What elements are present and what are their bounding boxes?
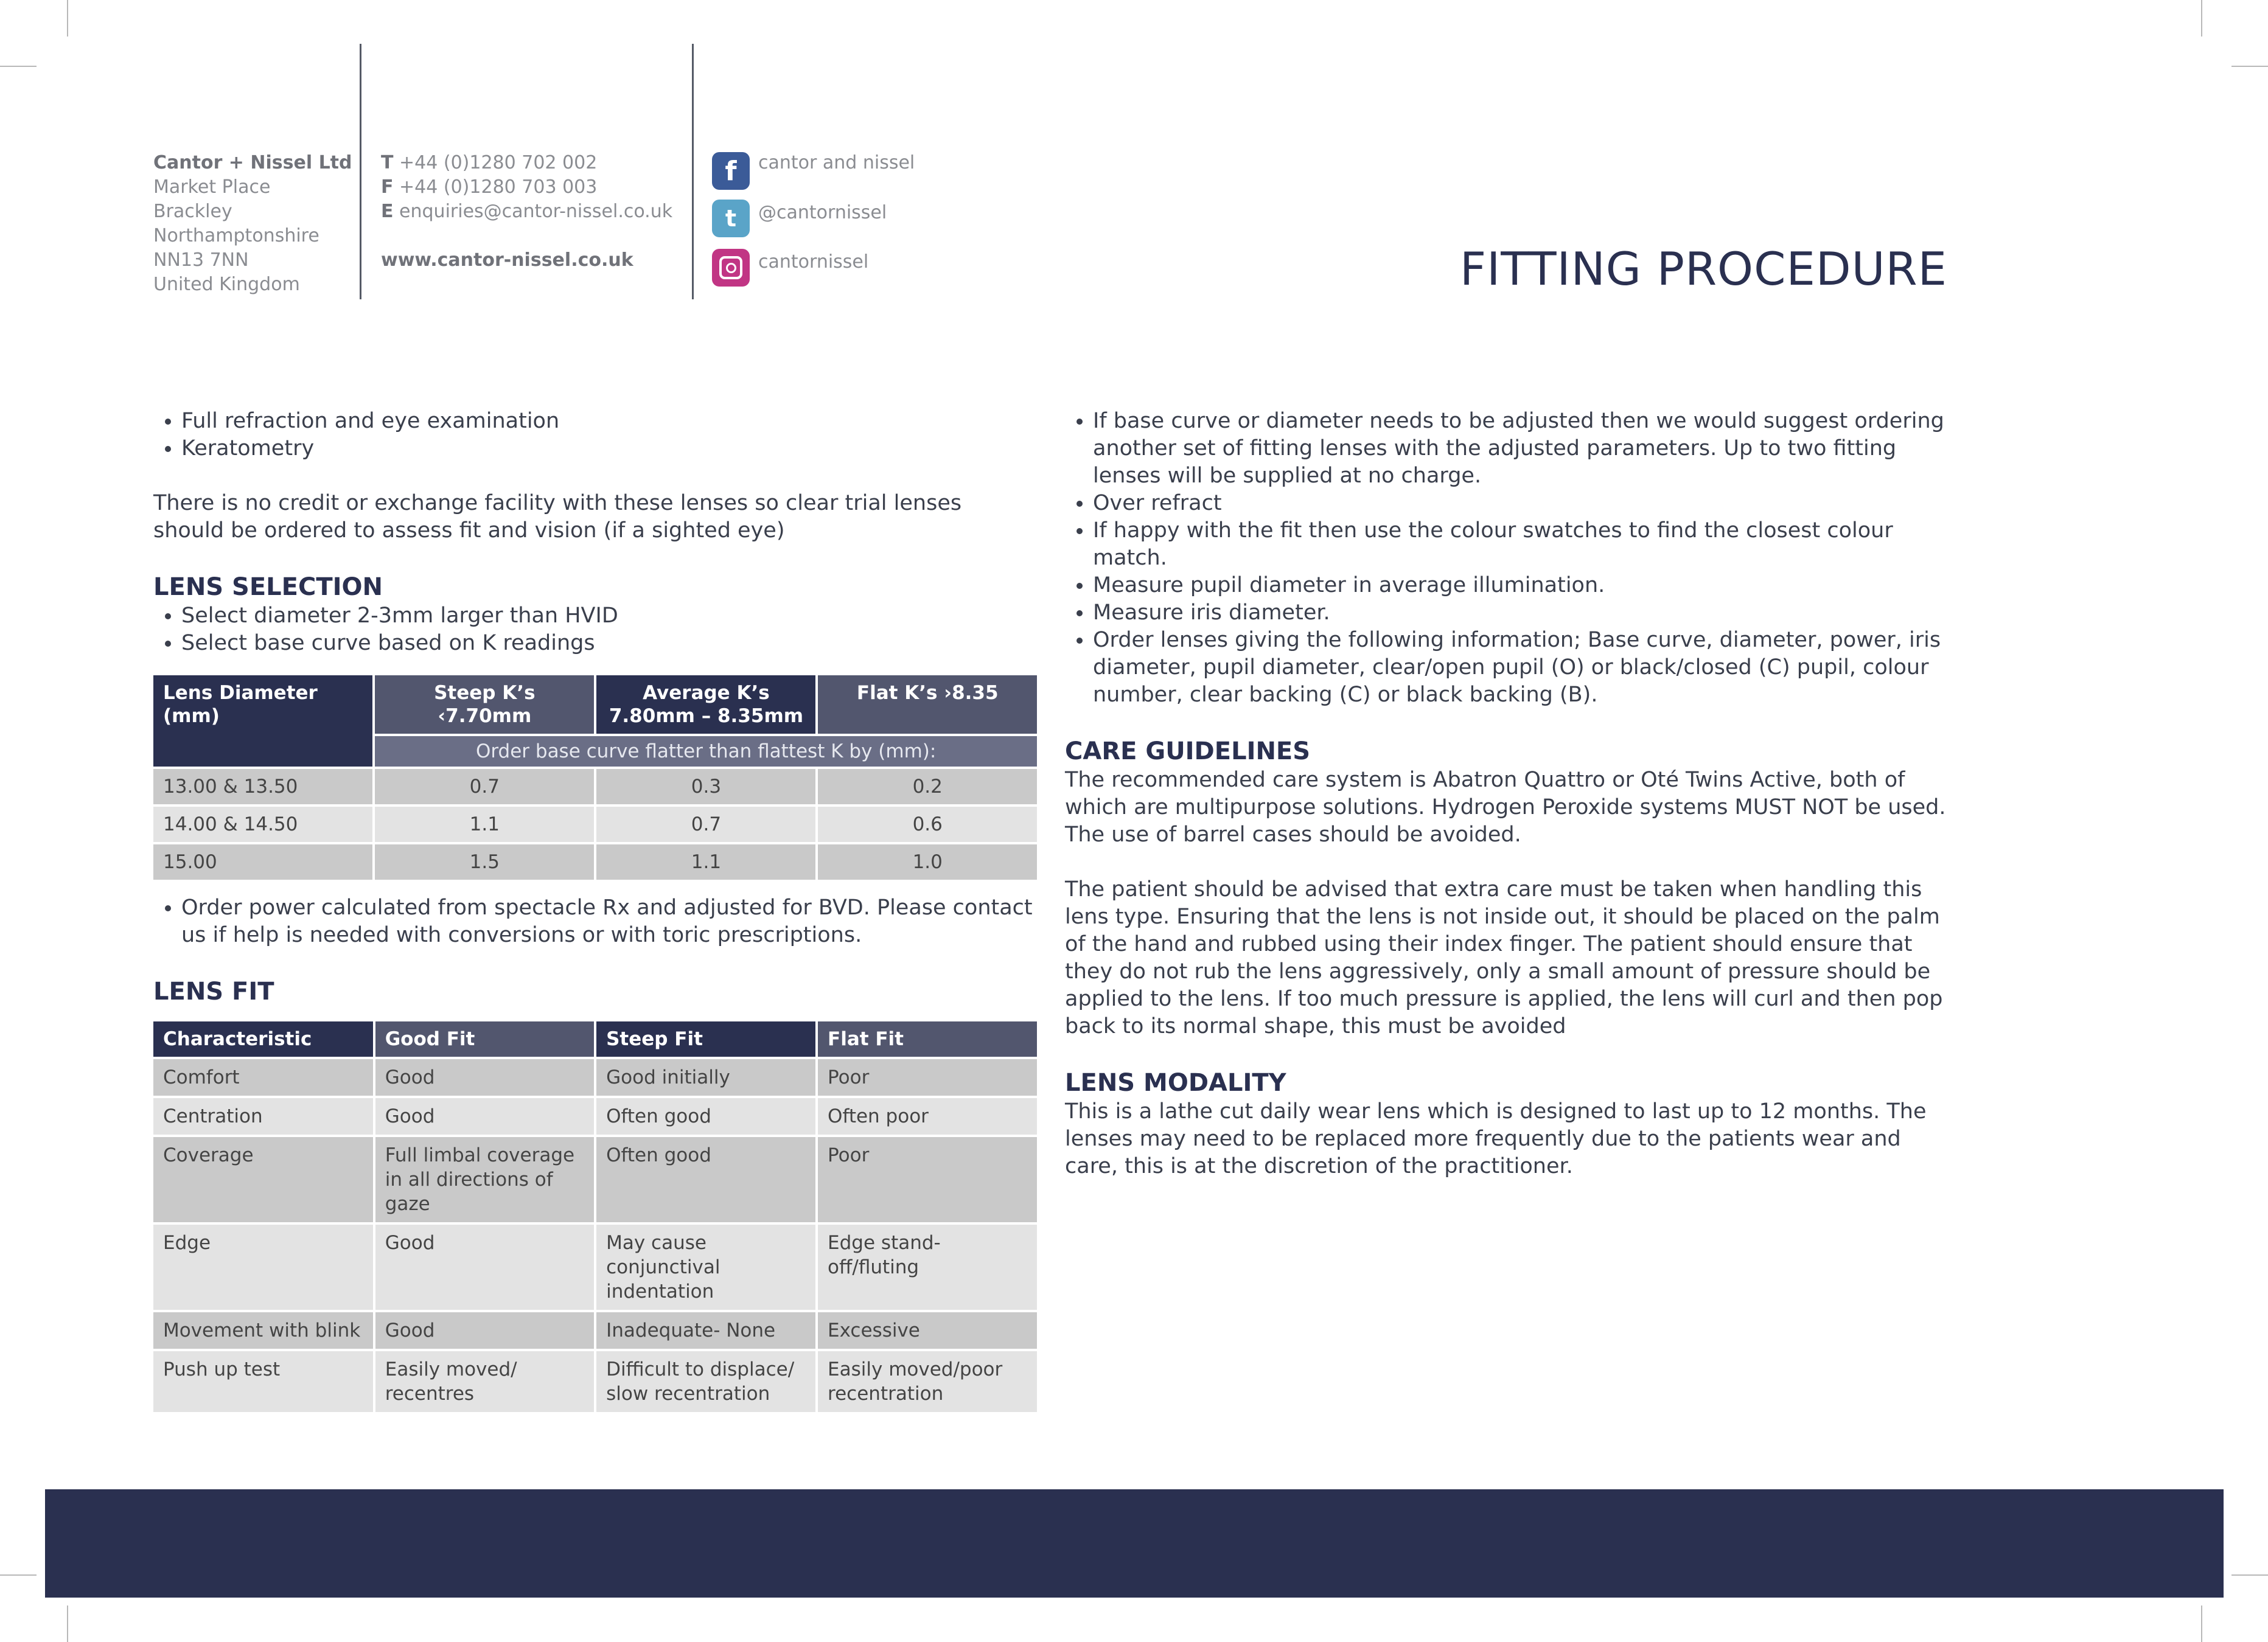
table-row: Push up test Easily moved/ recentres Difficult to displace/ slow recentration Easily moved/poor recentration [153, 1351, 1037, 1412]
company-name: Cantor + Nissel Ltd [153, 152, 352, 173]
social-twitter[interactable]: t @cantornissel [712, 200, 887, 237]
table-row: Centration Good Often good Often poor [153, 1098, 1037, 1135]
crop-mark [2231, 66, 2268, 67]
list-item: • Keratometry [181, 435, 1036, 462]
crop-mark [67, 0, 68, 37]
header-divider [360, 44, 361, 299]
crop-mark [0, 1574, 37, 1576]
footer-band [45, 1489, 2224, 1598]
power-list [153, 894, 1036, 949]
company-contact: T +44 (0)1280 702 002 F +44 (0)1280 703 003 E enquiries@cantor-nissel.co.uk www.cantor-nissel.co.uk [381, 152, 673, 271]
list-item: • Order power calculated from spectacle Rx and adjusted for BVD. Please contact us if help is needed with conversions or with toric prescriptions. [181, 894, 1036, 949]
instagram-icon [712, 249, 750, 287]
crop-mark [2201, 0, 2202, 37]
table-header: Steep Fit [596, 1021, 815, 1057]
facebook-icon: f [712, 152, 750, 190]
table-header: Steep K’s ‹7.70mm [375, 675, 594, 734]
left-column [153, 408, 1036, 1414]
table-header: Flat Fit [818, 1021, 1037, 1057]
table-header: Lens Diameter (mm) [153, 675, 372, 767]
list-item: • If happy with the fit then use the colour swatches to find the closest colour match. [1093, 517, 1953, 572]
table-header: Flat K’s ›8.35 [818, 675, 1037, 734]
list-item: • Measure pupil diameter in average illumination. [1093, 572, 1953, 599]
address-line: NN13 7NN [153, 249, 249, 271]
list-item: • Select base curve based on K readings [181, 630, 1036, 657]
table-header: Good Fit [375, 1021, 594, 1057]
list-item: • Select diameter 2-3mm larger than HVID [181, 602, 1036, 630]
address-line: United Kingdom [153, 274, 300, 295]
lens-modality-heading: LENS MODALITY [1065, 1069, 1286, 1097]
crop-mark [67, 1605, 68, 1642]
care-paragraph: The recommended care system is Abatron Quattro or Oté Twins Active, both of which are multipurpose solutions. Hydrogen Peroxide systems MUST NOT be used. The use of barrel cases should be avoided. [1065, 768, 1946, 847]
exam-list [153, 408, 1036, 462]
lens-selection-heading: LENS SELECTION [153, 573, 383, 601]
lens-selection-list [153, 602, 1036, 657]
table-row: Edge Good May cause conjunctival indentation Edge stand-off/fluting [153, 1225, 1037, 1310]
intro-paragraph: There is no credit or exchange facility with these lenses so clear trial lenses should be ordered to assess fit and vision (if a sighted eye) [153, 491, 962, 543]
right-column [1065, 408, 1953, 1180]
crop-mark [2201, 1605, 2202, 1642]
social-instagram[interactable]: cantornissel [712, 249, 868, 287]
table-header: Characteristic [153, 1021, 373, 1057]
table-row: 13.00 & 13.50 0.7 0.3 0.2 [153, 769, 1037, 804]
lens-fit-heading: LENS FIT [153, 978, 274, 1006]
table-header: Average K’s 7.80mm – 8.35mm [596, 675, 815, 734]
table-row: 15.00 1.5 1.1 1.0 [153, 844, 1037, 880]
procedure-list [1065, 408, 1953, 709]
twitter-icon: t [712, 200, 750, 237]
fax-number: +44 (0)1280 703 003 [399, 176, 598, 198]
address-line: Northamptonshire [153, 225, 319, 246]
list-item: • If base curve or diameter needs to be adjusted then we would suggest ordering another set of fitting lenses with the adjusted parameters. Up to two fitting lenses will be supplied at no charge. [1093, 408, 1953, 490]
table-subheader: Order base curve flatter than flattest K by (mm): [375, 736, 1037, 767]
social-facebook[interactable]: f cantor and nissel [712, 152, 915, 190]
table-row: Comfort Good Good initially Poor [153, 1059, 1037, 1096]
list-item: • Order lenses giving the following information; Base curve, diameter, power, iris diameter, pupil diameter, clear/open pupil (O) or black/closed (C) pupil, colour number, clear backing (C) or black backing (B). [1093, 627, 1953, 709]
website-link[interactable]: www.cantor-nissel.co.uk [381, 249, 633, 271]
address-line: Brackley [153, 201, 232, 222]
table-row: 14.00 & 14.50 1.1 0.7 0.6 [153, 807, 1037, 842]
list-item: • Measure iris diameter. [1093, 599, 1953, 627]
lens-selection-table [151, 673, 1039, 882]
list-item: • Full refraction and eye examination [181, 408, 1036, 435]
page-title: FITTING PROCEDURE [1459, 242, 1947, 296]
lens-fit-table [151, 1019, 1039, 1414]
company-address [153, 151, 352, 297]
table-row: Movement with blink Good Inadequate- None Excessive [153, 1312, 1037, 1349]
crop-mark [0, 66, 37, 67]
list-item: • Over refract [1093, 490, 1953, 517]
email-link[interactable]: enquiries@cantor-nissel.co.uk [399, 201, 673, 222]
crop-mark [2231, 1574, 2268, 1576]
header-divider [692, 44, 694, 299]
phone-number: +44 (0)1280 702 002 [399, 152, 598, 173]
modality-paragraph: This is a lathe cut daily wear lens which is designed to last up to 12 months. The lenses may need to be replaced more frequently due to the patients wear and care, this is at the discretion of the practitioner. [1065, 1099, 1927, 1178]
care-guidelines-heading: CARE GUIDELINES [1065, 737, 1311, 765]
handling-paragraph: The patient should be advised that extra care must be taken when handling this lens type. Ensuring that the lens is not inside out, it should be placed on the palm of the hand and rubbed using their index finger. The patient should ensure that they do not rub the lens aggressively, only a small amount of pressure should be applied to the lens. If too much pressure is applied, the lens will curl and then pop back to its normal shape, this must be avoided [1065, 877, 1943, 1038]
table-row: Coverage Full limbal coverage in all directions of gaze Often good Poor [153, 1137, 1037, 1222]
address-line: Market Place [153, 176, 271, 198]
